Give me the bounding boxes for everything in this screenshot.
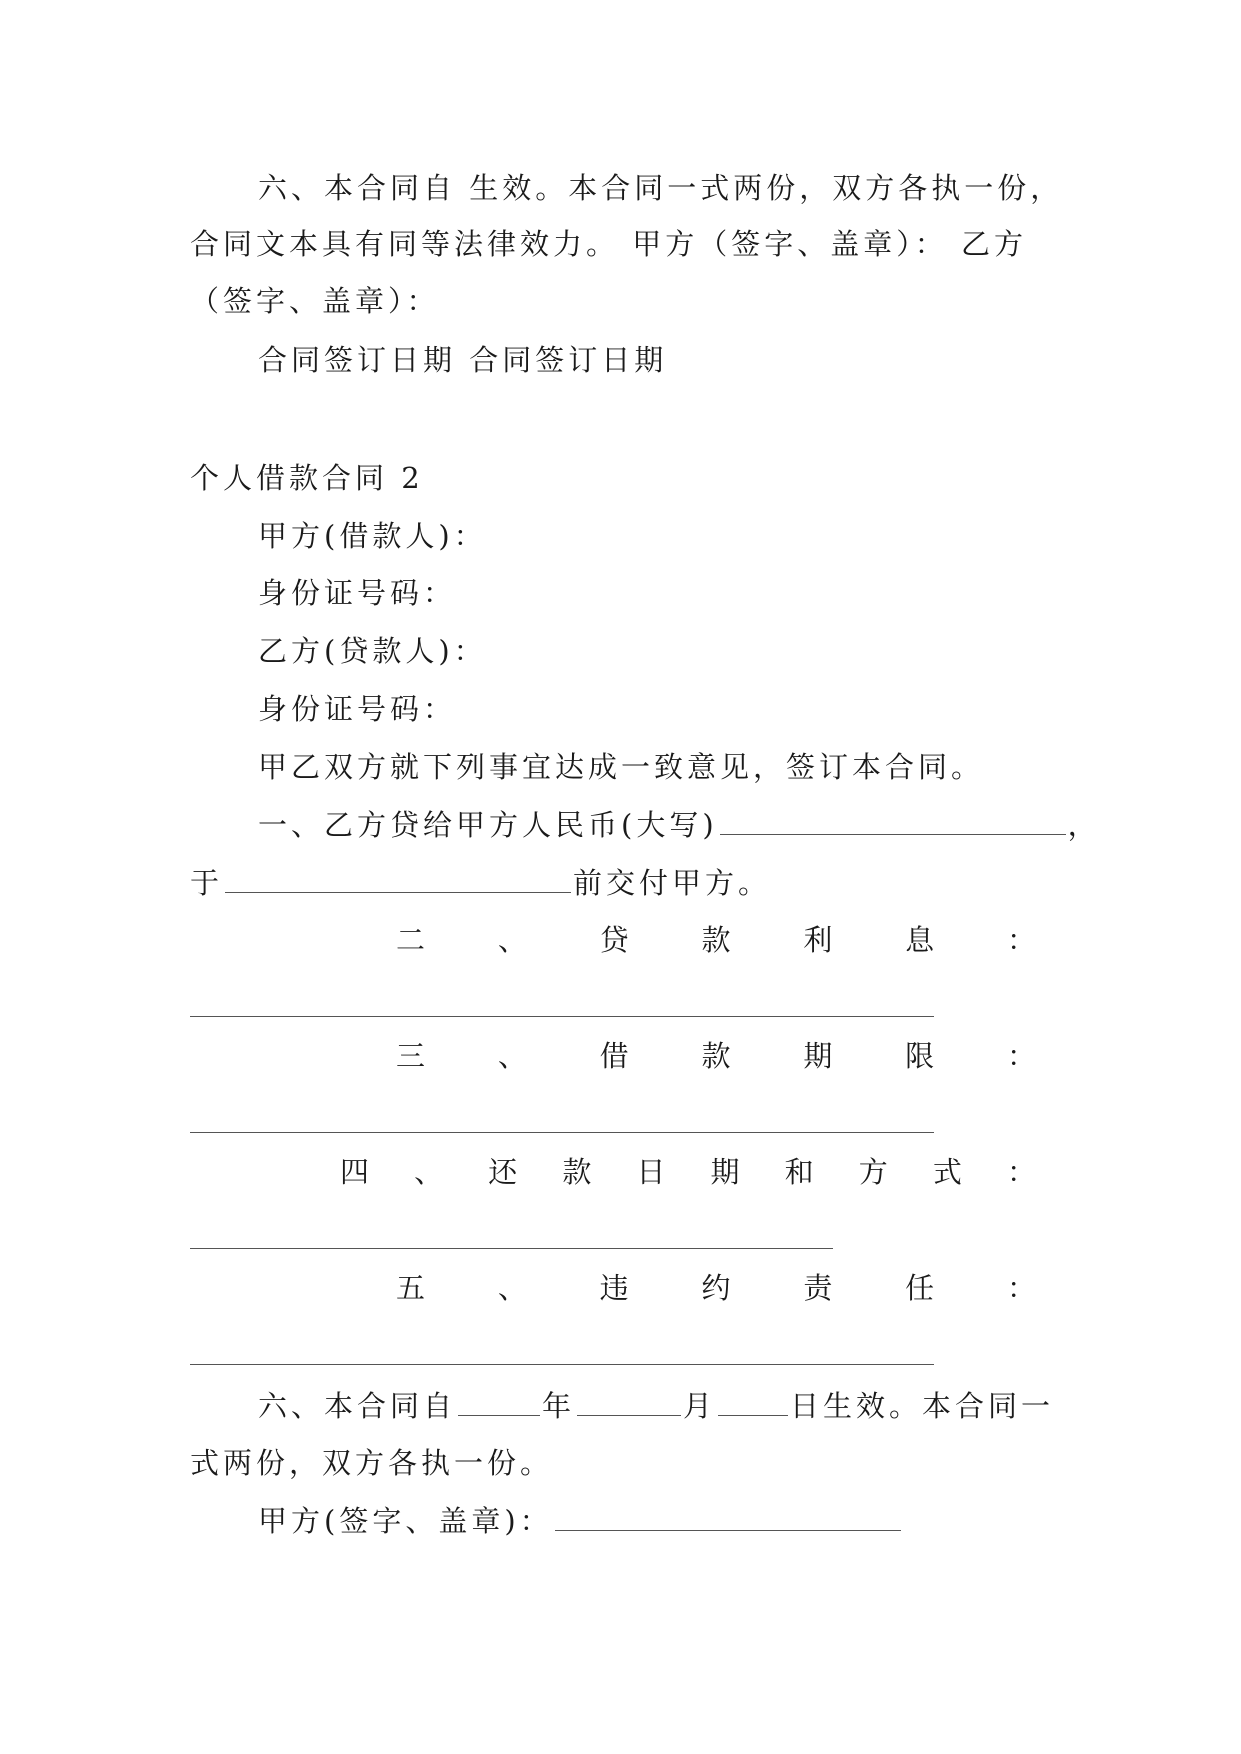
- clause-4-char: 、: [414, 1155, 444, 1189]
- clause-2-char: 、: [497, 923, 527, 957]
- clause-5-blank-line: [190, 1364, 934, 1365]
- clause-2-char: 贷: [599, 923, 629, 957]
- contract-title: 个人借款合同 2: [190, 461, 424, 495]
- clause-2-char: 息: [905, 923, 935, 957]
- clause-3-char: 借: [599, 1039, 629, 1073]
- clause-3-char: 限: [905, 1039, 935, 1073]
- clause-1-line-1: [258, 805, 1101, 845]
- clause-5-char: ：: [1006, 1271, 1036, 1305]
- clause-3-char: 、: [497, 1039, 527, 1073]
- sign-date-line: 合同签订日期 合同签订日期: [258, 343, 668, 377]
- clause-4-char: 还: [488, 1155, 518, 1189]
- clause-3-char: 款: [701, 1039, 731, 1073]
- clause-5-heading: [396, 1268, 1036, 1308]
- party-a-label: 甲方(借款人)：: [258, 519, 487, 553]
- amount-blank: [720, 808, 1066, 835]
- clause-6-text-2: 日生效。本合同一: [790, 1389, 1055, 1423]
- clause-4-char: 日: [636, 1155, 666, 1189]
- clause-1-comma: ，: [1067, 808, 1101, 842]
- party-a-signature-label: 甲方(签字、盖章)：: [258, 1504, 553, 1538]
- clause-1-prefix: 于: [190, 866, 224, 900]
- clause-4-char: 和: [784, 1155, 814, 1189]
- clause-4-heading: [340, 1152, 1036, 1192]
- clause-5-char: 责: [803, 1271, 833, 1305]
- clause-4-char: 款: [562, 1155, 592, 1189]
- agreement-line: 甲乙双方就下列事宜达成一致意见，签订本合同。: [258, 750, 985, 784]
- clause-4-char: 期: [710, 1155, 740, 1189]
- clause-2-char: 二: [396, 923, 426, 957]
- clause-3-blank-line: [190, 1132, 934, 1133]
- party-a-signature-line: [258, 1501, 903, 1541]
- month-blank: [577, 1389, 681, 1416]
- clause-2-char: 款: [701, 923, 731, 957]
- clause-3-char: ：: [1006, 1039, 1036, 1073]
- id-number-b-label: 身份证号码：: [258, 692, 457, 726]
- clause-4-char: 方: [858, 1155, 888, 1189]
- year-blank: [458, 1389, 540, 1416]
- clause-6-line-1: [258, 1386, 1054, 1426]
- clause-6-year-label: 年: [542, 1389, 576, 1423]
- clause-5-char: 任: [905, 1271, 935, 1305]
- clause-3-char: 期: [803, 1039, 833, 1073]
- clause-3-char: 三: [396, 1039, 426, 1073]
- clause-6-line-2: 式两份，双方各执一份。: [190, 1446, 554, 1480]
- clause-1-text: 一、乙方贷给甲方人民币(大写): [258, 808, 718, 842]
- clause-5-char: 约: [701, 1271, 731, 1305]
- party-b-label: 乙方(贷款人)：: [258, 634, 487, 668]
- clause-4-blank-line: [190, 1248, 833, 1249]
- para-6-line-2: 合同文本具有同等法律效力。 甲方（签字、盖章）： 乙方: [190, 227, 1027, 261]
- para-6-line-3: （签字、盖章）：: [190, 284, 440, 318]
- date-blank: [225, 866, 571, 893]
- clause-5-char: 违: [599, 1271, 629, 1305]
- clause-6-text-1: 六、本合同自: [258, 1389, 457, 1423]
- clause-1-line-2: [190, 863, 771, 903]
- clause-2-char: ：: [1006, 923, 1036, 957]
- clause-4-char: 式: [932, 1155, 962, 1189]
- para-6-line-1: 六、本合同自 生效。本合同一式两份，双方各执一份，: [258, 171, 1064, 205]
- clause-4-char: 四: [340, 1155, 370, 1189]
- clause-1-suffix: 前交付甲方。: [573, 866, 772, 900]
- clause-3-heading: [396, 1036, 1036, 1076]
- id-number-a-label: 身份证号码：: [258, 576, 457, 610]
- clause-6-month-label: 月: [683, 1389, 717, 1423]
- clause-5-char: 、: [497, 1271, 527, 1305]
- clause-2-blank-line: [190, 1016, 934, 1017]
- day-blank: [718, 1389, 788, 1416]
- clause-4-char: ：: [1006, 1155, 1036, 1189]
- clause-2-heading: [396, 920, 1036, 960]
- clause-5-char: 五: [396, 1271, 426, 1305]
- signature-blank: [555, 1504, 901, 1531]
- clause-2-char: 利: [803, 923, 833, 957]
